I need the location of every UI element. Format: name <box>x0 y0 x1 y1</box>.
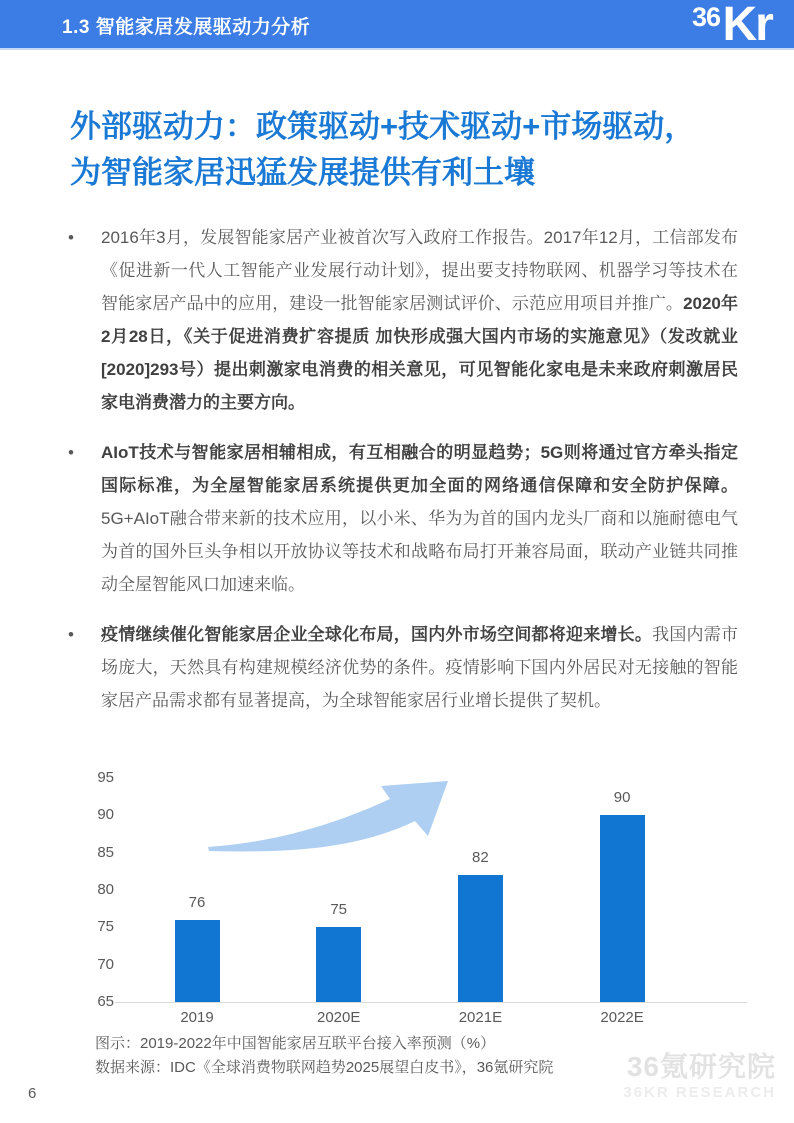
bar-2020E <box>316 927 361 1002</box>
bar-value-label: 82 <box>472 849 489 867</box>
section-title: 1.3 智能家居发展驱动力分析 <box>62 17 311 38</box>
page-title-line1: 外部驱动力：政策驱动+技术驱动+市场驱动， <box>70 109 696 144</box>
page-title <box>70 104 750 196</box>
page-header <box>0 0 794 51</box>
bullet-list <box>68 221 738 734</box>
bullet-segment: 2016年3月，发展智能家居产业被首次写入政府工作报告。2017年12月，工信部发布《促进新一代人工智能产业发展行动计划》，提出要支持物联网、机器学习等技术在智能家居产品中的应用，建设一批智能家居测试评价、示范应用项目并推广。 <box>101 228 738 313</box>
bullet-item <box>68 618 738 717</box>
bullet-text <box>101 221 738 419</box>
logo-36-text: 36 <box>692 2 721 32</box>
watermark-cn: 36氪研究院 <box>626 1051 776 1082</box>
page-title-line2: 为智能家居迅猛发展提供有利土壤 <box>70 155 535 190</box>
bullet-segment-bold: AIoT技术与智能家居相辅相成，有互相融合的明显趋势；5G则将通过官方牵头指定国际标准，为全屋智能家居系统提供更加全面的网络通信保障和安全防护保障。 <box>101 443 738 495</box>
growth-arrow-shape <box>208 781 448 851</box>
watermark-en: 36KR RESEARCH <box>623 1084 776 1101</box>
bar-2021E <box>458 875 503 1002</box>
y-axis-tick-label: 70 <box>97 955 114 973</box>
y-axis-tick-label: 95 <box>97 769 114 786</box>
bullet-marker: • <box>68 625 74 644</box>
y-axis-tick-label: 80 <box>97 881 114 898</box>
bullet-segment-bold: 2020年2月28日，《关于促进消费扩容提质 加快形成强大国内市场的实施意见》（发改就业[2020]293号）提出刺激家电消费的相关意见，可见智能化家电是未来政府刺激居民家电消费潜力的主要方向。 <box>101 294 739 412</box>
y-axis-tick-label: 75 <box>97 918 114 936</box>
bullet-marker: • <box>68 443 74 462</box>
bullet-segment: 我国内需市场庞大，天然具有构建规模经济优势的条件。疫情影响下国内外居民对无接触的智能家居产品需求都有显著提高，为全球智能家居行业增长提供了契机。 <box>101 625 738 710</box>
bullet-segment: 5G+AIoT融合带来新的技术应用，以小米、华为为首的国内龙头厂商和以施耐德电气为首的国外巨头争相以开放协议等技术和战略布局打开兼容局面，联动产业链共同推动全屋智能风口加速来临。 <box>101 509 738 594</box>
bullet-item <box>68 221 738 419</box>
bullet-text <box>101 618 738 717</box>
x-axis-line <box>115 1002 747 1003</box>
adoption-rate-bar-chart <box>90 762 762 1024</box>
x-axis-category-label: 2019 <box>180 1009 214 1026</box>
chart-caption: 图示：2019-2022年中国智能家居互联平台接入率预测（%） <box>95 1035 496 1052</box>
bar-value-label: 75 <box>330 901 348 919</box>
bar-value-label: 90 <box>613 789 631 807</box>
bar-value-label: 76 <box>188 893 206 911</box>
bar-2019 <box>175 920 220 1002</box>
bullet-text <box>101 436 738 601</box>
chart-notes <box>95 1032 553 1080</box>
y-axis-tick-label: 65 <box>97 993 114 1010</box>
growth-arrow-icon <box>205 776 455 858</box>
bar-2022E <box>600 815 645 1002</box>
chart-source: 数据来源：IDC《全球消费物联网趋势2025展望白皮书》，36氪研究院 <box>95 1059 554 1076</box>
x-axis-category-label: 2022E <box>600 1009 644 1026</box>
bullet-marker: • <box>68 228 74 247</box>
x-axis-category-label: 2020E <box>317 1009 361 1026</box>
bullet-item <box>68 436 738 601</box>
bullet-segment-bold: 疫情继续催化智能家居企业全球化布局，国内外市场空间都将迎来增长。 <box>101 625 653 644</box>
y-axis-tick-label: 90 <box>97 806 114 824</box>
y-axis-tick-label: 85 <box>97 843 114 861</box>
logo-kr-text: Kr <box>722 0 772 51</box>
page-number: 6 <box>28 1085 37 1102</box>
x-axis-category-label: 2021E <box>458 1009 503 1026</box>
watermark <box>623 1051 776 1103</box>
36kr-logo-icon <box>692 0 772 49</box>
